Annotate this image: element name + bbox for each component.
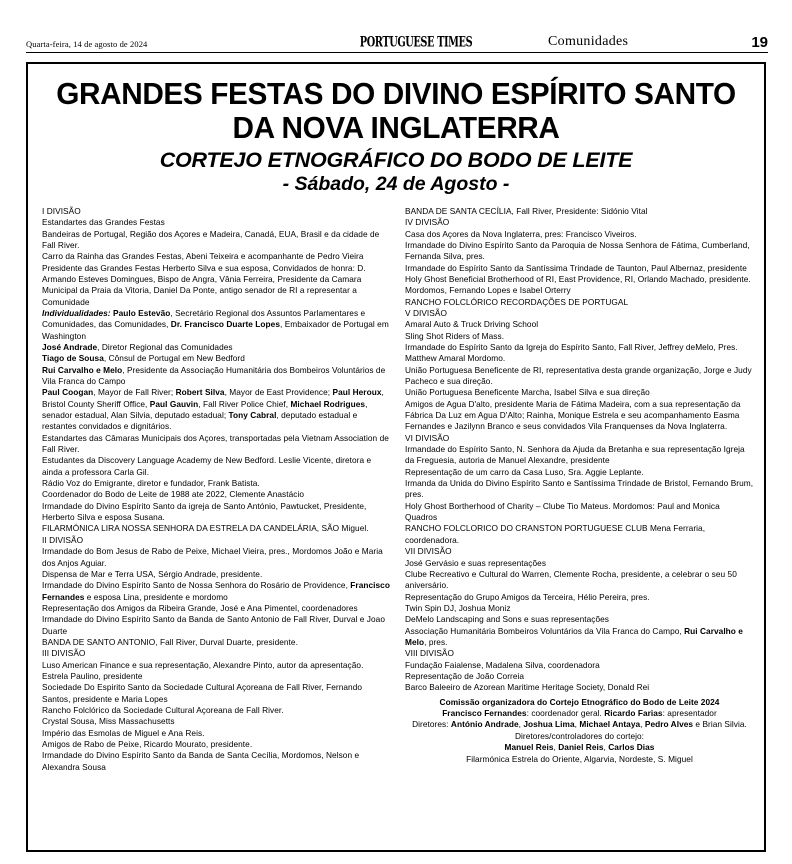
credits-line-1: Comissão organizadora do Cortejo Etnográfico do Bodo de Leite 2024 [439, 696, 720, 707]
paragraph: Estudantes da Discovery Language Academy de New Bedford. Leslie Vicente, diretora e ainda a professora Carla Gil. [42, 455, 372, 477]
paragraph: VIII DIVISÃO [405, 648, 455, 659]
page-number: 19 [751, 34, 768, 51]
paragraph: União Portuguesa Beneficente Marcha, Isabel Silva e sua direção [405, 387, 650, 398]
paragraph: Amigos de Agua D'alto, presidente Maria de Fátima Madeira, com a sua representação da Fábrica Da Luz em Agua D'Alto; Rainha, Monique Estrela e seu acompanhamento Easma Fernandes e Jazilynn Branco e seus convidados Vila Franquenses da Nova Inglaterra. [405, 398, 741, 432]
advertisement-box [26, 62, 766, 852]
paragraph: Associação Humanitária Bombeiros Voluntários da Vila Franca do Campo, Rui Carvalho e Melo, pres. [405, 625, 743, 647]
paragraph: Estandartes das Grandes Festas [42, 217, 165, 228]
paragraph: Representação de um carro da Casa Luso, Sra. Aggie Leplante. [405, 466, 644, 477]
paragraph: Clube Recreativo e Cultural do Warren, Clemente Rocha, presidente, a celebrar o seu 50 aniversário. [405, 568, 737, 591]
paragraph: VII DIVISÃO [405, 546, 452, 557]
headline-subtitle: CORTEJO ETNOGRÁFICO DO BODO DE LEITE [159, 147, 633, 172]
masthead-logo: PORTUGUESE TIMES [359, 32, 473, 50]
paragraph: Irmandade do Divino Espírito Santo da Paroquia de Nossa Senhora de Fátima, Cumberland, Fernanda Silva, pres. [405, 239, 750, 262]
paragraph: Irmandade do Divino Espírito Santo da Banda de Santo Antonio de Fall River, Durval e Joao Duarte [42, 614, 385, 636]
paragraph: Irmandade do Divino Espírito Santo de Nossa Senhora do Rosário de Providence, Francisco Fernandes e esposa Lina, presidente e mordomo [42, 580, 390, 602]
paragraph: Irmanda da Unida do Divino Espírito Santo e Santíssima Trindade de Bristol, Fernando Brum, pres. [405, 478, 754, 500]
paragraph: Bandeiras de Portugal, Região dos Açores e Madeira, Canadá, EUA, Brasil e da cidade de Fall River. [42, 228, 380, 250]
credits-line-2: Francisco Fernandes: coordenador geral. Ricardo Farias: apresentador [442, 708, 717, 719]
paragraph: Barco Baleeiro de Azorean Maritime Heritage Society, Donald Rei [405, 682, 650, 693]
headline-block [42, 78, 750, 196]
paragraph: Luso American Finance e sua representação, Alexandre Pinto, autor da apresentação. Estrela Paulino, presidente [42, 659, 364, 681]
headline-line-1: GRANDES FESTAS DO DIVINO ESPÍRITO SANTO [56, 76, 736, 111]
paragraph: Coordenador do Bodo de Leite de 1988 ate 2022, Clemente Anastácio [42, 489, 305, 500]
paragraph: Crystal Sousa, Miss Massachusetts [42, 716, 175, 727]
headline-date: - Sábado, 24 de Agosto - [282, 173, 510, 196]
paragraph: Irmandade do Espírito Santo da Igreja do Espírito Santo, Fall River, Jeffrey deMelo, Pres. Matthew Amaral Mordomo. [405, 341, 738, 364]
running-head [26, 28, 768, 53]
right-column [405, 206, 754, 765]
paragraph: Holy Ghost Bortherhood of Charity – Clube Tio Mateus. Mordomos: Paul and Monica Quadros [405, 500, 720, 523]
paragraph: Paul Coogan, Mayor de Fall River; Robert Silva, Mayor de East Providence; Paul Heroux, Bristol County Sheriff Office, Paul Gauvin, Fall River Police Chief, Michael Rodrigues, senador estadual, Alan Silvia, deputado estadual; Tony Cabral, deputado estadual e restantes convidados e dignitários. [42, 387, 384, 432]
paragraph: Estandartes das Câmaras Municipais dos Açores, transportadas pela Vietnam Association de Fall River. [42, 432, 389, 455]
paragraph: II DIVISÃO [42, 534, 84, 545]
paragraph: Representação dos Amigos da Ribeira Grande, José e Ana Pimentel, coordenadores [42, 602, 358, 613]
paragraph: José Andrade, Diretor Regional das Comunidades [42, 341, 233, 352]
section-title: Comunidades [548, 34, 629, 49]
paragraph: Dispensa de Mar e Terra USA, Sérgio Andrade, presidente. [42, 568, 263, 579]
paragraph: Irmandade do Espírito Santo da Santíssima Trindade de Taunton, Paul Albernaz, presidente [405, 262, 747, 273]
paragraph: Rancho Folclórico da Sociedade Cultural Açoreana de Fall River. [42, 704, 284, 715]
paragraph: RANCHO FOLCLÓRICO RECORDAÇÕES DE PORTUGAL [405, 296, 629, 307]
paragraph: Rádio Voz do Emigrante, diretor e fundador, Frank Batista. [42, 478, 260, 489]
paragraph: IV DIVISÃO [405, 217, 450, 228]
paragraph: BANDA DE SANTA CECÍLIA, Fall River, Presidente: Sidónio Vital [405, 205, 648, 216]
credits-line-6: Filarmónica Estrela do Oriente, Algarvia, Nordeste, S. Miguel [466, 753, 693, 764]
paragraph: DeMelo Landscaping and Sons e suas representações [405, 614, 610, 625]
paragraph: Sling Shot Riders of Mass. [405, 330, 505, 341]
paragraph: Representação de João Correia [405, 670, 525, 681]
paragraph: Irmandade do Espírito Santo, N. Senhora da Ajuda da Bretanha e sua representação Igreja da Freguesia, autoria de Manuel Alexandre, presidente [405, 444, 745, 466]
paragraph: Império das Esmolas de Miguel e Ana Reis. [42, 727, 205, 738]
paragraph: III DIVISÃO [42, 648, 86, 659]
credits-line-5: Manuel Reis, Daniel Reis, Carlos Dias [504, 742, 655, 753]
paragraph: Holy Ghost Beneficial Brotherhood of RI, East Providence, RI, Orlando Machado, presidente. Mordomos, Fernando Lopes e Isabel Orterry [405, 273, 751, 296]
paragraph: Representação do Grupo Amigos da Terceira, Hélio Pereira, pres. [405, 591, 650, 602]
credits-line-4: Diretores/controladores do cortejo: [514, 730, 645, 741]
paragraph: Sociedade Do Espirito Santo da Sociedade Cultural Açoreana de Fall River, Fernando Santos, presidente e Maria Lopes [42, 682, 363, 704]
paragraph: Presidente das Grandes Festas Herberto Silva e sua esposa, Convidados de honra: D. Armando Esteves Domingues, Bispo de Angra, Vânia Ferreira, Presidente da Camara Municipal da Praia da Vitoria, Daniel Da Ponte, antigo senador de RI a representar a Comunidade [42, 262, 366, 307]
paragraph: Twin Spin DJ, Joshua Moniz [405, 602, 511, 613]
left-column [42, 206, 391, 773]
paragraph: V DIVISÃO [405, 307, 447, 318]
paragraph: Casa dos Açores da Nova Inglaterra, pres: Francisco Viveiros. [405, 228, 637, 239]
paragraph: Fundação Faialense, Madalena Silva, coordenadora [405, 659, 600, 670]
paragraph: FILARMÓNICA LIRA NOSSA SENHORA DA ESTRELA DA CANDELÁRIA, SÃO Miguel. [42, 523, 369, 534]
paragraph: Individualidades: Paulo Estevão, Secretário Regional dos Assuntos Parlamentares e Comunidades, das Comunidades, Dr. Francisco Duarte Lopes, Embaixador de Portugal em Washington [42, 307, 389, 341]
paragraph: BANDA DE SANTO ANTONIO, Fall River, Durval Duarte, presidente. [42, 636, 298, 647]
paragraph: Irmandade do Divino Espírito Santo da igreja de Santo António, Pawtucket, Presidente, Herberto Silva e esposa Susana. [42, 500, 367, 523]
paragraph: I DIVISÃO [42, 205, 81, 216]
paragraph: Amigos de Rabo de Peixe, Ricardo Mourato, presidente. [42, 739, 253, 750]
paragraph: Tiago de Sousa, Cônsul de Portugal em New Bedford [42, 353, 245, 364]
paragraph: Irmandade do Divino Espírito Santo da Banda de Santa Cecília, Mordomos, Nelson e Alexandra Sousa [42, 750, 360, 772]
credits-line-3: Diretores: António Andrade, Joshua Lima, Michael Antaya, Pedro Alves e Brian Silvia. [412, 719, 747, 730]
paragraph: União Portuguesa Beneficente de RI, representativa desta grande organização, Jorge e Judy Pacheco e sua direção. [405, 364, 752, 387]
paragraph: Irmandade do Bom Jesus de Rabo de Peixe, Michael Vieira, pres., Mordomos João e Maria dos Anjos Aguiar. [42, 546, 383, 568]
paragraph: José Gervásio e suas representações [405, 557, 547, 568]
paragraph: Carro da Rainha das Grandes Festas, Abeni Teixeira e acompanhante de Pedro Vieira [42, 251, 364, 262]
paragraph: RANCHO FOLCLORICO DO CRANSTON PORTUGUESE CLUB Mena Ferraria, coordenadora. [405, 523, 706, 545]
body-columns [42, 205, 754, 773]
publication-date: Quarta-feira, 14 de agosto de 2024 [26, 39, 148, 49]
paragraph: Rui Carvalho e Melo, Presidente da Associação Humanitária dos Bombeiros Voluntários de Vila Franca do Campo [42, 364, 386, 387]
paragraph: VI DIVISÃO [405, 432, 450, 443]
credits-block [405, 697, 754, 765]
paragraph: Amaral Auto & Truck Driving School [405, 319, 539, 330]
headline-line-2: DA NOVA INGLATERRA [232, 109, 560, 145]
